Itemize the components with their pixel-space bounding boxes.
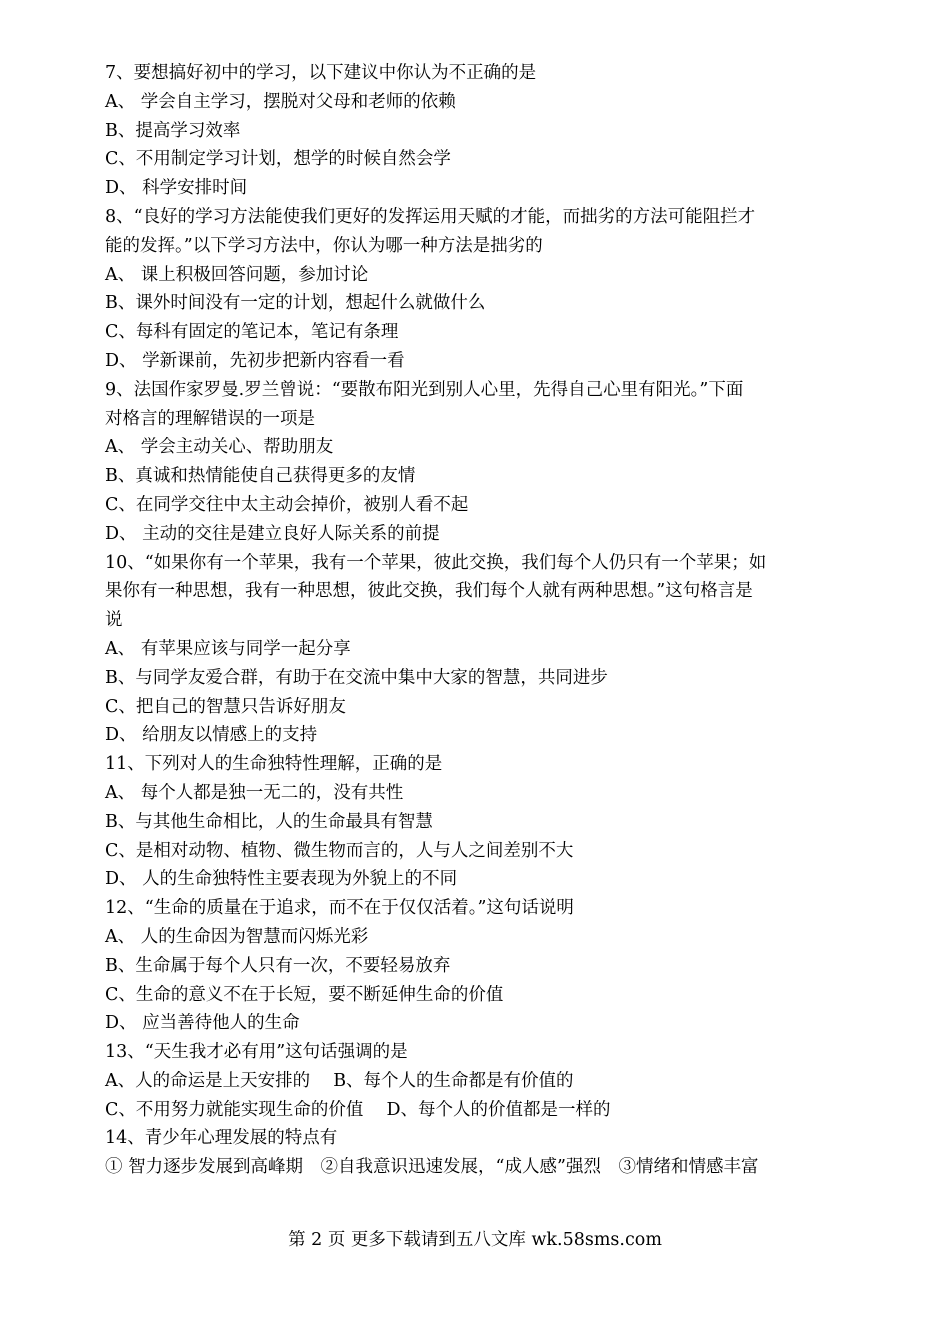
text-line: B、课外时间没有一定的计划，想起什么就做什么	[105, 293, 486, 314]
text-line: B、提高学习效率	[105, 120, 241, 141]
text-line: 对格言的理解错误的一项是	[105, 408, 315, 429]
text-line: C、生命的意义不在于长短，要不断延伸生命的价值	[105, 984, 504, 1005]
text-line: C、每科有固定的笔记本，笔记有条理	[105, 322, 399, 343]
text-line: 14、青少年心理发展的特点有	[105, 1128, 338, 1149]
page-footer: 第 2 页 更多下载请到五八文库 wk.58sms.com	[288, 1230, 662, 1250]
text-line: B、与同学友爱合群，有助于在交流中集中大家的智慧，共同进步	[105, 667, 608, 688]
text-line: C、把自己的智慧只告诉好朋友	[105, 696, 346, 717]
text-line: 8、“良好的学习方法能使我们更好的发挥运用天赋的才能，而拙劣的方法可能阻拦才	[105, 206, 756, 227]
text-line: D、 人的生命独特性主要表现为外貌上的不同	[105, 869, 458, 890]
text-line: 12、“生命的质量在于追求，而不在于仅仅活着。”这句话说明	[105, 898, 574, 919]
text-line: 7、要想搞好初中的学习，以下建议中你认为不正确的是	[105, 63, 537, 83]
text-line: 9、法国作家罗曼.罗兰曾说：“要散布阳光到别人心里，先得自己心里有阳光。”下面	[105, 379, 744, 400]
text-line: 说	[105, 610, 123, 631]
text-line: 果你有一种思想，我有一种思想，彼此交换，我们每个人就有两种思想。”这句格言是	[105, 581, 753, 602]
text-line: A、 每个人都是独一无二的，没有共性	[105, 782, 404, 803]
text-line: D、 学新课前，先初步把新内容看一看	[105, 350, 405, 371]
text-line: 11、下列对人的生命独特性理解，正确的是	[105, 754, 443, 775]
text-line: B、真诚和热情能使自己获得更多的友情	[105, 466, 416, 487]
text-line: A、 学会主动关心、帮助朋友	[105, 437, 334, 458]
text-line: C、是相对动物、植物、微生物而言的，人与人之间差别不大	[105, 840, 574, 861]
text-line: B、与其他生命相比，人的生命最具有智慧	[105, 811, 433, 832]
text-line: D、 给朋友以情感上的支持	[105, 725, 318, 746]
text-line: C、不用努力就能实现生命的价值 D、每个人的价值都是一样的	[105, 1099, 611, 1120]
text-line: A、 人的生命因为智慧而闪烁光彩	[105, 926, 369, 947]
text-line: A、 学会自主学习，摆脱对父母和老师的依赖	[105, 91, 456, 112]
text-line: D、 科学安排时间	[105, 178, 248, 199]
text-line: 13、“天生我才必有用”这句话强调的是	[105, 1042, 408, 1063]
text-line: 能的发挥。”以下学习方法中，你认为哪一种方法是拙劣的	[105, 235, 543, 256]
text-line: A、 课上积极回答问题，参加讨论	[105, 264, 369, 285]
text-line: D、 应当善待他人的生命	[105, 1013, 300, 1034]
text-line: B、生命属于每个人只有一次，不要轻易放弃	[105, 955, 451, 976]
text-line: A、人的命运是上天安排的 B、每个人的生命都是有价值的	[105, 1070, 574, 1091]
text-line: ① 智力逐步发展到高峰期 ②自我意识迅速发展，“成人感”强烈 ③情绪和情感丰富	[105, 1157, 759, 1178]
question-text-body	[105, 59, 850, 1182]
text-line: D、 主动的交往是建立良好人际关系的前提	[105, 523, 440, 544]
text-line: C、在同学交往中太主动会掉价，被别人看不起	[105, 494, 469, 515]
text-line: 10、“如果你有一个苹果，我有一个苹果，彼此交换，我们每个人仍只有一个苹果；如	[105, 552, 767, 573]
text-line: A、 有苹果应该与同学一起分享	[105, 638, 351, 659]
text-line: C、不用制定学习计划，想学的时候自然会学	[105, 149, 451, 170]
